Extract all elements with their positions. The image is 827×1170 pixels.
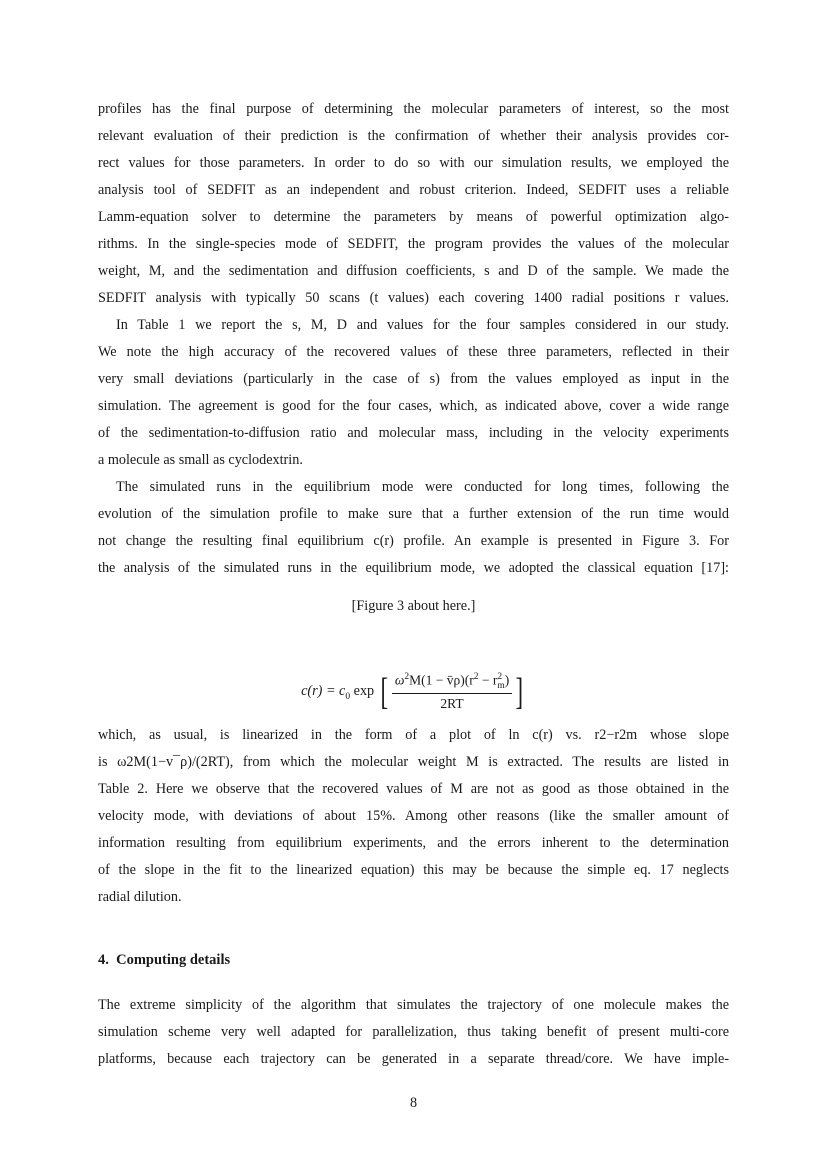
equation-fraction [392, 672, 512, 711]
section-number: 4. [98, 952, 109, 968]
text-line: We note the high accuracy of the recovered values of these three parameters, reflected in their [98, 344, 729, 360]
text-line: profiles has the final purpose of determining the molecular parameters of interest, so the most [98, 101, 729, 117]
page-number: 8 [409, 1095, 418, 1111]
text-line: relevant evaluation of their prediction is the confirmation of whether their analysis provides cor- [98, 128, 729, 144]
text-line: simulation scheme very well adapted for parallelization, thus taking benefit of present multi-core [98, 1024, 729, 1040]
text-line: The extreme simplicity of the algorithm that simulates the trajectory of one molecule makes the [98, 997, 729, 1013]
text-line: of the slope in the fit to the linearized equation) this may be because the simple eq. 17 neglects [98, 862, 729, 878]
text-line: In Table 1 we report the s, M, D and values for the four samples considered in our study. [116, 317, 729, 333]
right-bracket: ] [515, 671, 524, 713]
text-line: not change the resulting final equilibrium c(r) profile. An example is presented in Figure 3. For [98, 533, 729, 549]
text-line: velocity mode, with deviations of about 15%. Among other reasons (like the smaller amount of [98, 808, 729, 824]
text-line: weight, M, and the sedimentation and diffusion coefficients, s and D of the sample. We made the [98, 263, 729, 279]
section-heading [98, 947, 230, 974]
text-line: SEDFIT analysis with typically 50 scans (t values) each covering 1400 radial positions r values. [98, 290, 729, 306]
text-line: of the sedimentation-to-diffusion ratio and molecular mass, including in the velocity experiments [98, 425, 729, 441]
text-line: platforms, because each trajectory can be generated in a separate thread/core. We have imple- [98, 1051, 729, 1067]
text-line: very small deviations (particularly in the case of s) from the values employed as input in the [98, 371, 729, 387]
text-line: a molecule as small as cyclodextrin. [98, 452, 303, 468]
equation-lhs: $c(r) = c_0$ exp [301, 682, 375, 702]
text-line: Lamm-equation solver to determine the parameters by means of powerful optimization algo- [98, 209, 729, 225]
equation-denominator: 2RT [440, 695, 464, 711]
equilibrium-equation [98, 667, 729, 717]
section-title: Computing details [116, 952, 231, 968]
figure-placeholder: [Figure 3 about here.] [351, 598, 476, 614]
text-line: rect values for those parameters. In order to do so with our simulation results, we employed the [98, 155, 729, 171]
text-line: The simulated runs in the equilibrium mode were conducted for long times, following the [116, 479, 729, 495]
text-line: analysis tool of SEDFIT as an independent and robust criterion. Indeed, SEDFIT uses a reliable [98, 182, 729, 198]
text-line: evolution of the simulation profile to make sure that a further extension of the run time would [98, 506, 729, 522]
text-line: is ω2M(1−v¯ρ)/(2RT), from which the molecular weight M is extracted. The results are listed in [98, 754, 729, 770]
left-bracket: [ [380, 671, 389, 713]
text-line: simulation. The agreement is good for the four cases, which, as indicated above, cover a wide range [98, 398, 729, 414]
text-line: Table 2. Here we observe that the recovered values of M are not as good as those obtained in the [98, 781, 729, 797]
text-line: information resulting from equilibrium experiments, and the errors inherent to the determination [98, 835, 729, 851]
text-line: the analysis of the simulated runs in the equilibrium mode, we adopted the classical equation [17]: [98, 560, 729, 576]
equation-numerator: $\omega^2M(1$ − $v̄\rho)(r^2 - r$ 2 m ) [392, 672, 512, 693]
text-line: radial dilution. [98, 889, 182, 905]
text-line: which, as usual, is linearized in the form of a plot of ln c(r) vs. r2−r2m whose slope [98, 727, 729, 743]
text-line: rithms. In the single-species mode of SEDFIT, the program provides the values of the molecular [98, 236, 729, 252]
